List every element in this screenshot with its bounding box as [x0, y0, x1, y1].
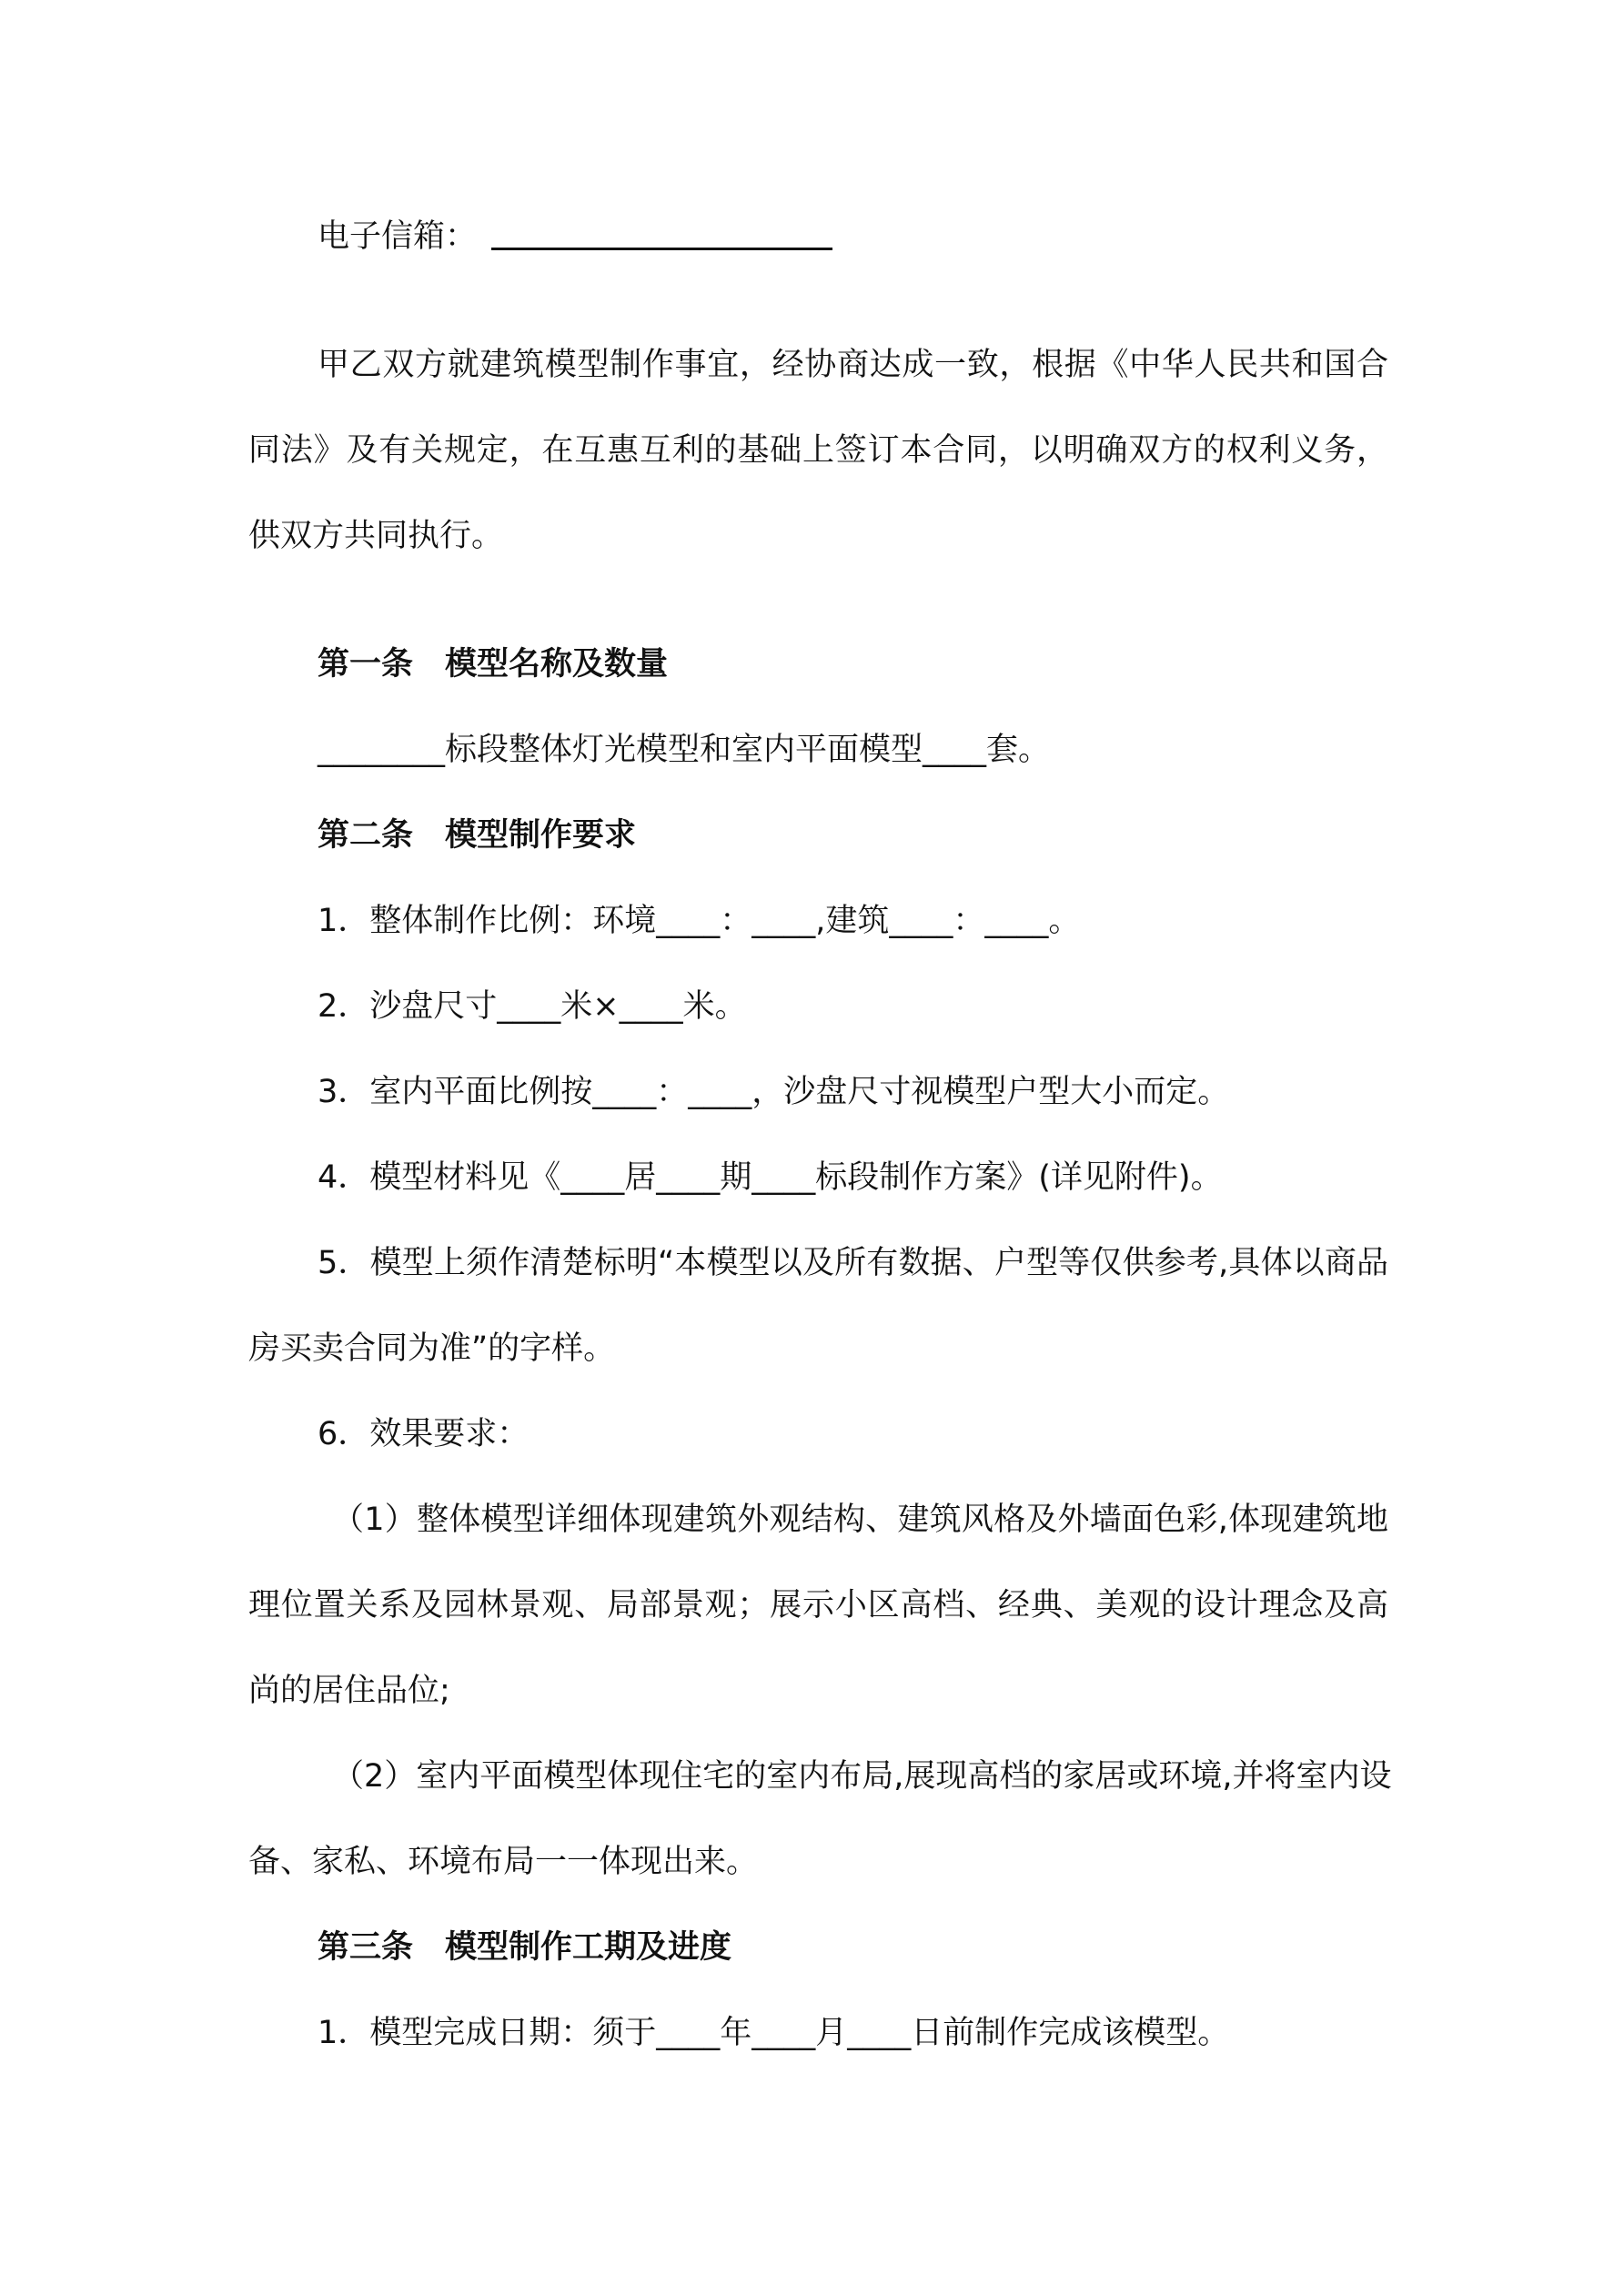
- article2-item: （1）整体模型详细体现建筑外观结构、建筑风格及外墙面色彩,体现建筑地: [332, 1502, 1388, 1538]
- article2-item: 2．沙盘尺寸____米×____米。: [318, 988, 747, 1025]
- contract-page: [248, 194, 1392, 2076]
- article2-item: 3．室内平面比例按____：____，沙盘尺寸视模型户型大小而定。: [318, 1074, 1230, 1110]
- intro-paragraph: [248, 322, 1388, 579]
- article2-item: 房买卖合同为准”的字样。: [248, 1330, 616, 1367]
- article2-item: 备、家私、环境布局一一体现出来。: [248, 1844, 759, 1880]
- article2-title: 第二条 模型制作要求: [318, 817, 637, 854]
- article3-item: 1．模型完成日期：须于____年____月____日前制作完成该模型。: [318, 2015, 1230, 2051]
- article1-body: ________标段整体灯光模型和室内平面模型____套。: [318, 732, 1051, 768]
- article1-title: 第一条 模型名称及数量: [318, 646, 669, 683]
- intro-line: 甲乙双方就建筑模型制作事宜，经协商达成一致，根据《中华人民共和国合: [318, 347, 1388, 383]
- email-label: 电子信箱：: [318, 218, 478, 255]
- article3-title: 第三条 模型制作工期及进度: [318, 1929, 732, 1966]
- article2-item: （2）室内平面模型体现住宅的室内布局,展现高档的家居或环境,并将室内设: [332, 1758, 1392, 1795]
- article2-item: 尚的居住品位;: [248, 1673, 450, 1709]
- email-blank-field: [491, 211, 832, 250]
- email-line: [248, 194, 1388, 279]
- intro-line: 同法》及有关规定，在互惠互利的基础上签订本合同，以明确双方的权利义务，: [248, 432, 1388, 469]
- article2-item: 4．模型材料见《____居____期____标段制作方案》(详见附件)。: [318, 1159, 1223, 1196]
- article2-item: 理位置关系及园林景观、局部景观；展示小区高档、经典、美观的设计理念及高: [248, 1587, 1388, 1623]
- article2-item: 1．整体制作比例：环境____：____,建筑____：____。: [318, 903, 1081, 939]
- article2-item: 5．模型上须作清楚标明“本模型以及所有数据、户型等仅供参考,具体以商品: [318, 1245, 1388, 1281]
- article2-item: 6．效果要求：: [318, 1416, 530, 1452]
- intro-line: 供双方共同执行。: [248, 518, 504, 554]
